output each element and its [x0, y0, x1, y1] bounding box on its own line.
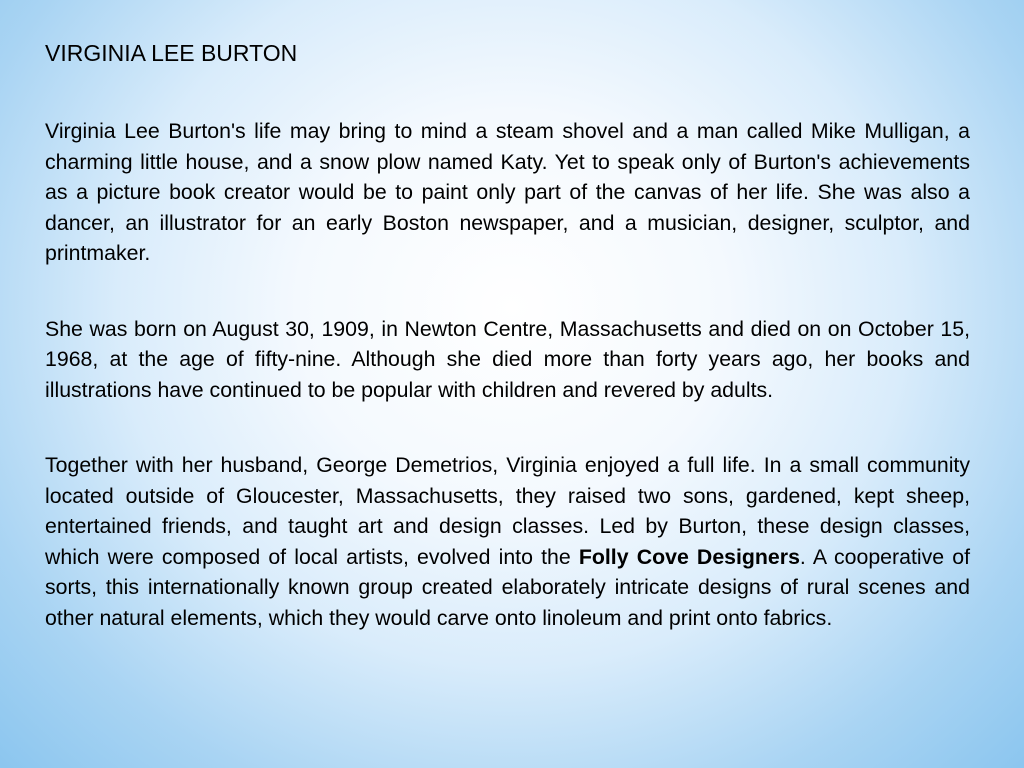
- paragraph-life-dates: She was born on August 30, 1909, in Newton Centre, Massachusetts and died on on October 15, 1968, at the age of fifty-nine. Although she died more than forty years ago, her books and illustrations have continued to be popular with children and revered by adults.: [45, 316, 970, 402]
- slide-content: [45, 38, 970, 633]
- paragraph-folly-cove-rest: . A cooperative of sorts, this internationally known group created elaborately intricate designs of rural scenes and other natural elements, which they would carve onto linoleum and print onto fabrics.: [45, 544, 971, 630]
- paragraph-folly-cove: [45, 450, 970, 633]
- folly-cove-designers-emphasis: Folly Cove Designers: [578, 544, 800, 569]
- paragraph-folly-cove-intro: Together with her husband, George Demetrios, Virginia enjoyed a full life. In a small community located outside of Gloucester, Massachusetts, they raised two sons, gardened, kept sheep, entertained friends, and taught art and design classes. Led by Burton, these design classes, which were composed of local artists, evolved into the: [45, 453, 970, 569]
- slide-title: VIRGINIA LEE BURTON: [45, 40, 298, 66]
- paragraph-career: Virginia Lee Burton's life may bring to mind a steam shovel and a man called Mike Mulligan, a charming little house, and a snow plow named Katy. Yet to speak only of Burton's achievements as a picture book creator would be to paint only part of the canvas of her life. She was also a dancer, an illustrator for an early Boston newspaper, and a musician, designer, sculptor, and printmaker.: [45, 119, 970, 265]
